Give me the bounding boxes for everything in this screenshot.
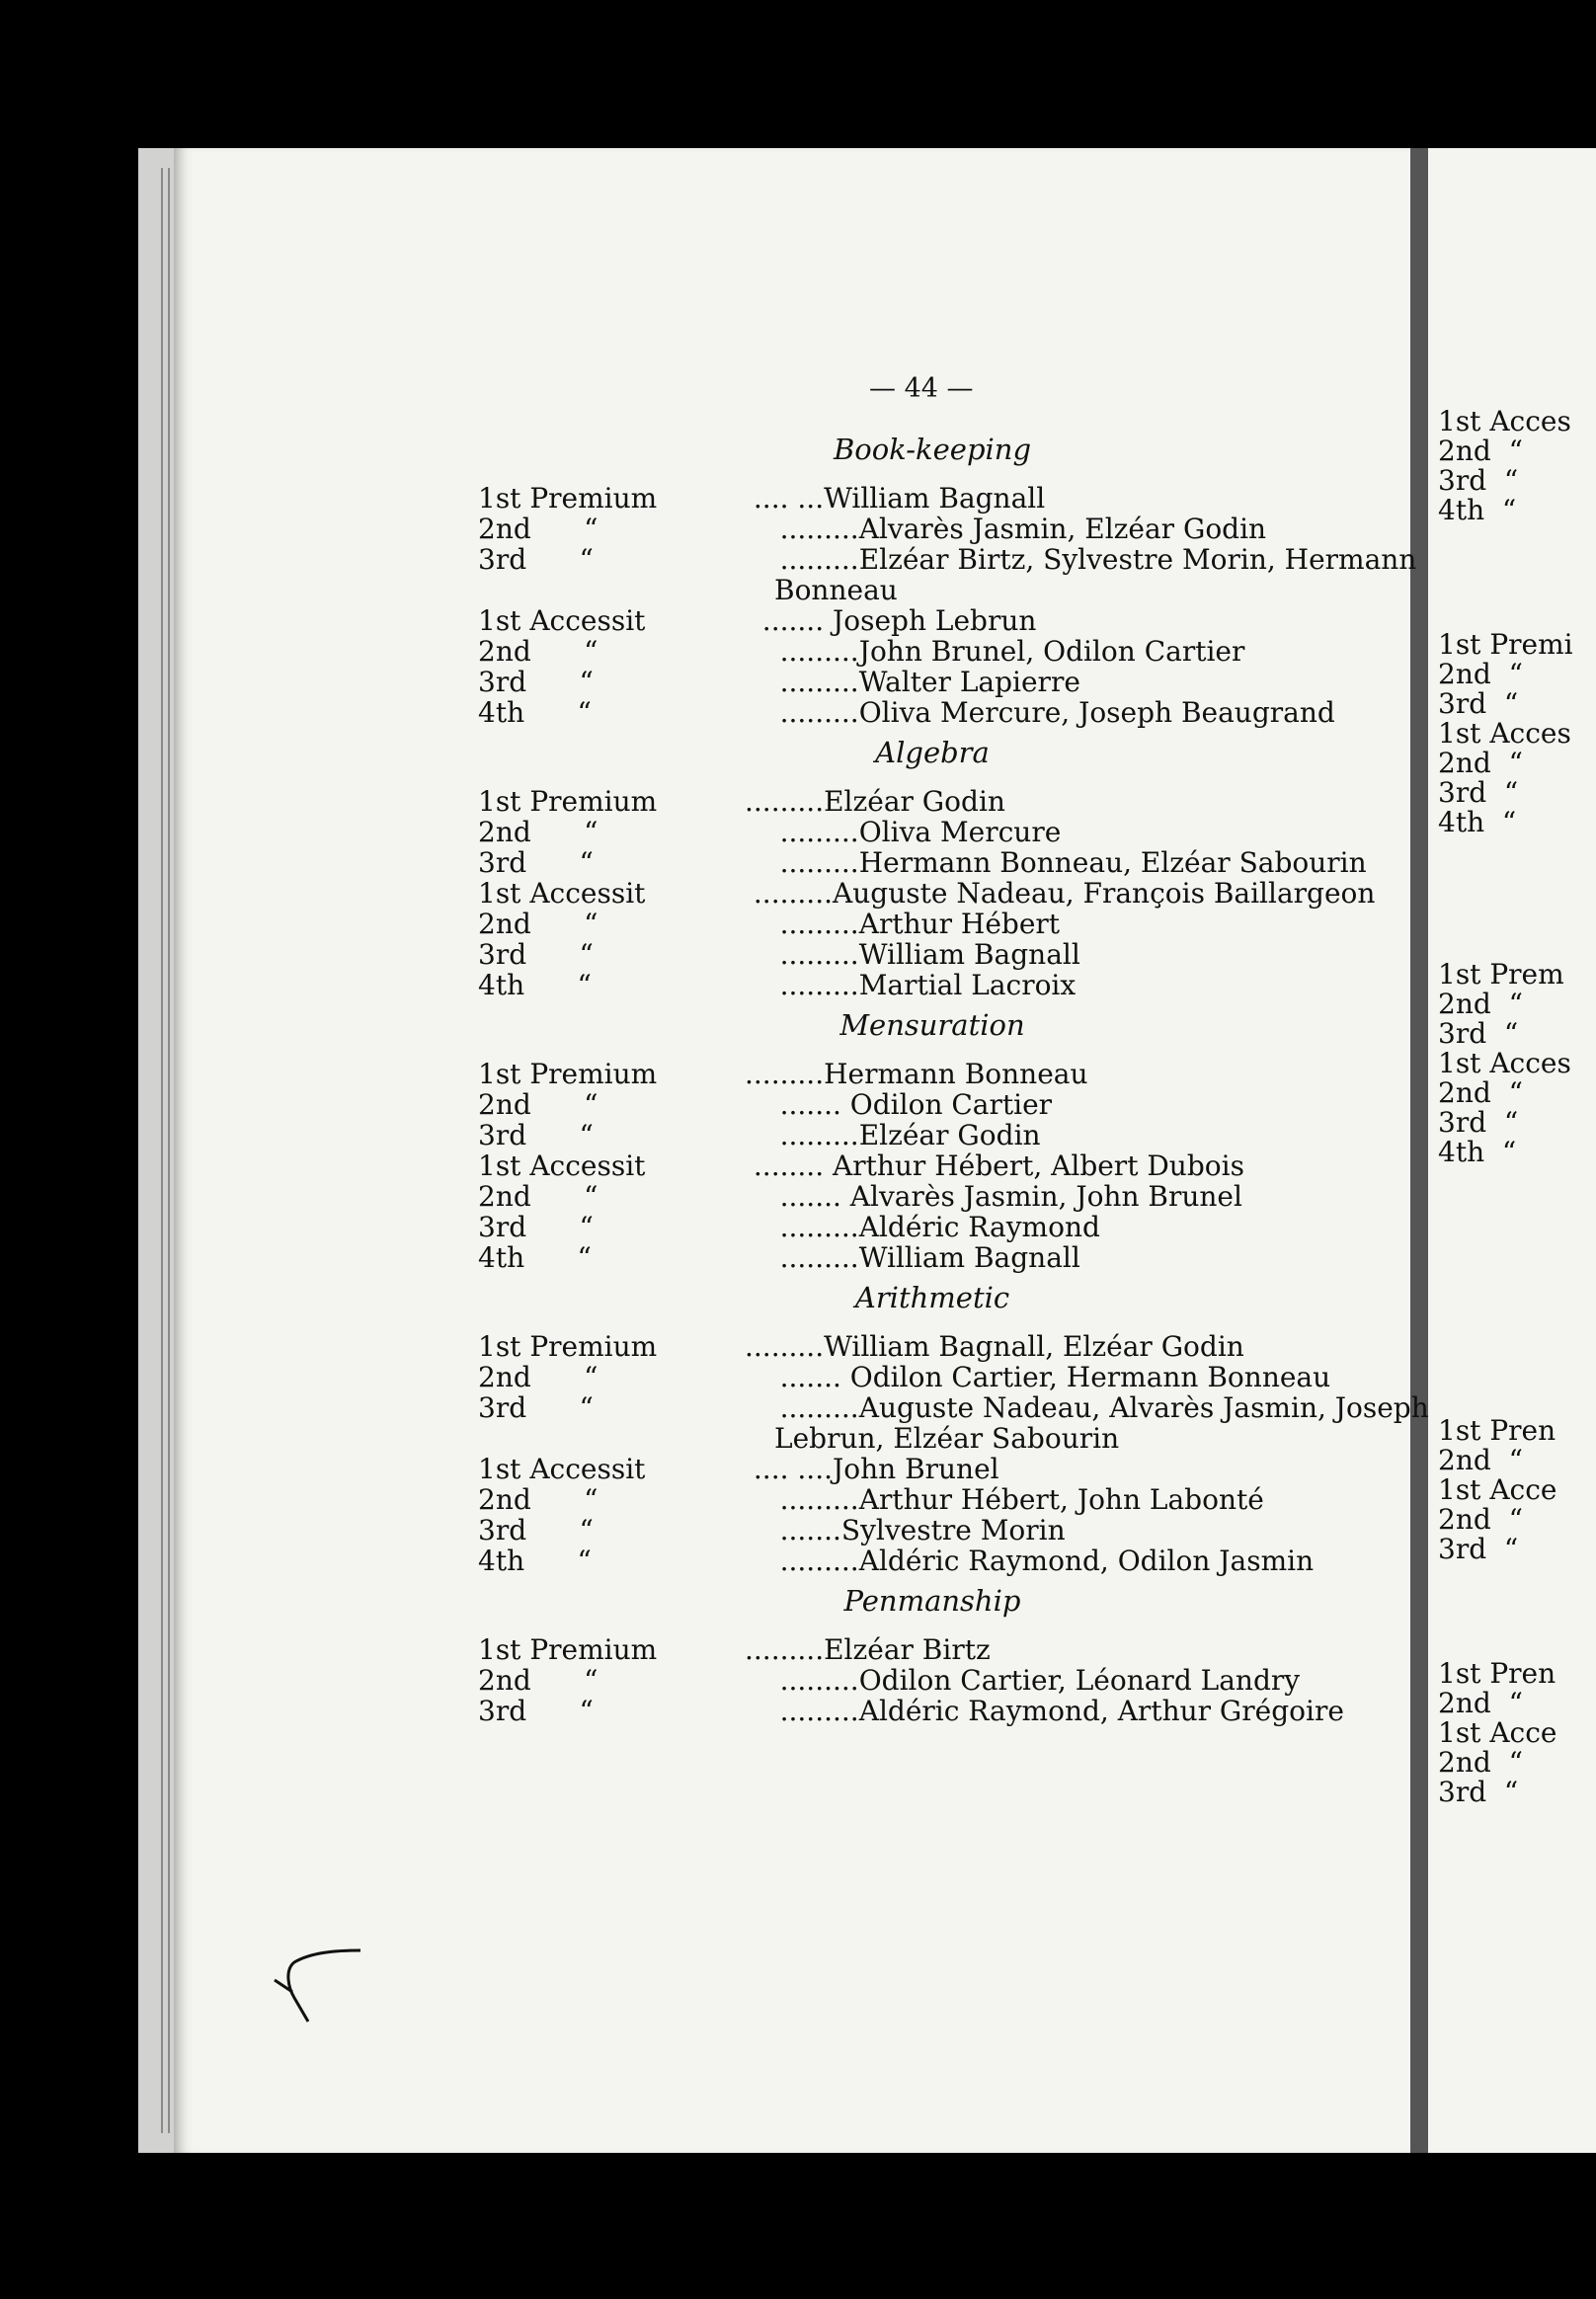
award-rank: 1st Premium bbox=[478, 1330, 658, 1363]
leader-dots: ......... bbox=[745, 846, 859, 879]
recipient-names: John Brunel, Odilon Cartier bbox=[858, 635, 1245, 668]
page-number: — 44 — bbox=[869, 373, 974, 404]
award-row bbox=[478, 939, 1347, 970]
leader-dots: ......... bbox=[745, 969, 859, 1001]
award-names bbox=[745, 1089, 1347, 1120]
award-names bbox=[745, 1484, 1347, 1515]
right-page-fragment: 3rd “ bbox=[1438, 776, 1519, 809]
leader-dots: ......... bbox=[745, 1211, 859, 1243]
award-names bbox=[745, 1392, 1429, 1423]
award-row bbox=[478, 1212, 1347, 1242]
page-edge-line bbox=[168, 168, 170, 2133]
award-names bbox=[745, 786, 1347, 817]
award-row bbox=[478, 1120, 1347, 1150]
award-names bbox=[745, 1120, 1347, 1150]
award-row bbox=[478, 667, 1347, 697]
award-names bbox=[745, 1059, 1347, 1089]
recipient-names: Joseph Lebrun bbox=[824, 604, 1037, 637]
award-rank: 3rd “ bbox=[478, 543, 594, 576]
leader-dots: ......... bbox=[745, 696, 859, 729]
award-rank: 1st Premium bbox=[478, 785, 658, 818]
right-page-fragment: 4th “ bbox=[1438, 494, 1517, 526]
award-rank: 2nd “ bbox=[478, 908, 598, 940]
award-row bbox=[478, 909, 1347, 939]
leader-dots: ......... bbox=[745, 543, 859, 576]
leader-dots: ......... bbox=[745, 1241, 859, 1274]
right-page-fragment: 3rd “ bbox=[1438, 687, 1519, 720]
right-page-fragment: 2nd “ bbox=[1438, 1444, 1523, 1476]
leader-dots: ......... bbox=[745, 785, 825, 818]
recipient-names: Elzéar Birtz bbox=[824, 1633, 991, 1666]
right-page-fragment: 3rd “ bbox=[1438, 1106, 1519, 1139]
award-rank: 2nd “ bbox=[478, 1361, 598, 1393]
right-page-fragment: 4th “ bbox=[1438, 1136, 1517, 1168]
recipient-names: Aldéric Raymond, Arthur Grégoire bbox=[858, 1695, 1344, 1727]
award-row bbox=[478, 817, 1347, 847]
award-row bbox=[478, 1089, 1347, 1120]
right-page-fragment: 3rd “ bbox=[1438, 464, 1519, 497]
right-page-fragment: 1st Acces bbox=[1438, 1047, 1571, 1079]
award-row bbox=[478, 1515, 1347, 1546]
right-page-fragment: 2nd “ bbox=[1438, 988, 1523, 1020]
award-row bbox=[478, 514, 1347, 544]
award-names bbox=[745, 817, 1347, 847]
award-row bbox=[478, 1546, 1347, 1576]
leader-dots: ......... bbox=[745, 513, 859, 545]
leader-dots: ........ bbox=[745, 1150, 825, 1182]
award-names bbox=[745, 939, 1347, 970]
award-names bbox=[745, 1696, 1347, 1726]
recipient-names: Arthur Hébert, John Labonté bbox=[858, 1483, 1264, 1516]
recipient-names: Alvarès Jasmin, John Brunel bbox=[840, 1180, 1242, 1213]
award-row-continuation bbox=[478, 575, 1347, 605]
right-page bbox=[1410, 148, 1596, 2153]
award-row bbox=[478, 1150, 1347, 1181]
award-rank: 3rd “ bbox=[478, 1695, 594, 1727]
award-rank: 1st Accessit bbox=[478, 604, 646, 637]
award-rank: 2nd “ bbox=[478, 635, 598, 668]
award-row bbox=[478, 1484, 1347, 1515]
award-rank: 3rd “ bbox=[478, 846, 594, 879]
leader-dots: ....... bbox=[745, 1180, 841, 1213]
award-rank: 4th “ bbox=[478, 1241, 592, 1274]
leader-dots: ....... bbox=[745, 1088, 841, 1121]
right-page-fragment: 4th “ bbox=[1438, 806, 1517, 838]
leader-dots: ....... bbox=[745, 604, 825, 637]
right-page-fragment: 2nd “ bbox=[1438, 658, 1523, 690]
recipient-names: Odilon Cartier, Léonard Landry bbox=[858, 1664, 1301, 1697]
recipient-names: Elzéar Godin bbox=[858, 1119, 1041, 1151]
pencil-mark-icon bbox=[267, 1941, 375, 2049]
leader-dots: ......... bbox=[745, 1695, 859, 1727]
award-rank: 1st Premium bbox=[478, 1058, 658, 1090]
right-page-fragment: 1st Acce bbox=[1438, 1716, 1557, 1749]
recipient-names: Martial Lacroix bbox=[858, 969, 1077, 1001]
right-page-fragment: 2nd “ bbox=[1438, 435, 1523, 467]
award-row bbox=[478, 877, 1376, 910]
award-rank: 2nd “ bbox=[478, 1483, 598, 1516]
leader-dots: ....... bbox=[745, 1514, 841, 1546]
recipient-names: Elzéar Godin bbox=[824, 785, 1005, 818]
award-names bbox=[745, 697, 1347, 728]
award-names bbox=[745, 636, 1347, 667]
award-names bbox=[745, 1362, 1347, 1392]
right-page-fragment: 1st Acce bbox=[1438, 1473, 1557, 1506]
recipient-names: Aldéric Raymond, Odilon Jasmin bbox=[858, 1545, 1315, 1577]
right-page-fragment: 1st Acces bbox=[1438, 717, 1571, 750]
award-row bbox=[478, 1696, 1347, 1726]
section-heading: Mensuration bbox=[839, 1008, 1025, 1042]
award-rank: 3rd “ bbox=[478, 666, 594, 698]
recipient-names-continued: Bonneau bbox=[774, 574, 898, 606]
award-row bbox=[478, 846, 1367, 879]
award-names bbox=[745, 1634, 1347, 1665]
leader-dots: ......... bbox=[745, 1545, 859, 1577]
award-names bbox=[745, 1546, 1347, 1576]
recipient-names: Walter Lapierre bbox=[858, 666, 1080, 698]
leader-dots: ......... bbox=[745, 1391, 859, 1424]
award-row bbox=[478, 786, 1347, 817]
recipient-names: Alvarès Jasmin, Elzéar Godin bbox=[858, 513, 1267, 545]
award-rank: 3rd “ bbox=[478, 938, 594, 971]
award-row bbox=[478, 1059, 1347, 1089]
leader-dots: .... .... bbox=[745, 1453, 834, 1485]
award-rank: 1st Premium bbox=[478, 482, 658, 515]
recipient-names: Hermann Bonneau bbox=[824, 1058, 1088, 1090]
award-names bbox=[745, 970, 1347, 1000]
recipient-names: John Brunel bbox=[833, 1453, 999, 1485]
award-names bbox=[745, 667, 1347, 697]
award-rank: 1st Accessit bbox=[478, 1150, 646, 1182]
recipient-names: William Bagnall bbox=[858, 938, 1080, 971]
right-page-fragment: 1st Pren bbox=[1438, 1657, 1556, 1690]
recipient-names: Odilon Cartier bbox=[840, 1088, 1053, 1121]
page-edge-line bbox=[161, 168, 163, 2133]
award-rank: 2nd “ bbox=[478, 513, 598, 545]
section-heading: Penmanship bbox=[843, 1584, 1021, 1618]
award-rank: 2nd “ bbox=[478, 1180, 598, 1213]
recipient-names: Elzéar Birtz, Sylvestre Morin, Hermann bbox=[858, 543, 1417, 576]
recipient-names: William Bagnall, Elzéar Godin bbox=[824, 1330, 1244, 1363]
award-rank: 3rd “ bbox=[478, 1211, 594, 1243]
right-page-fragment: 1st Acces bbox=[1438, 405, 1571, 437]
right-page-fragment: 3rd “ bbox=[1438, 1533, 1519, 1565]
recipient-names: Hermann Bonneau, Elzéar Sabourin bbox=[858, 846, 1367, 879]
award-names bbox=[745, 483, 1347, 514]
leader-dots: ......... bbox=[745, 635, 859, 668]
award-row bbox=[478, 1362, 1347, 1392]
award-names bbox=[745, 847, 1367, 878]
award-names bbox=[745, 1212, 1347, 1242]
section-heading: Book-keeping bbox=[833, 433, 1032, 466]
right-page-fragment: 3rd “ bbox=[1438, 1017, 1519, 1050]
recipient-names-continued: Lebrun, Elzéar Sabourin bbox=[774, 1422, 1120, 1455]
right-page-fragment: 3rd “ bbox=[1438, 1776, 1519, 1808]
award-names bbox=[745, 1331, 1347, 1362]
recipient-names: William Bagnall bbox=[824, 482, 1046, 515]
leader-dots: ....... bbox=[745, 1361, 841, 1393]
leader-dots: ......... bbox=[745, 877, 834, 910]
leader-dots: ......... bbox=[745, 1664, 859, 1697]
right-page-fragment: 2nd “ bbox=[1438, 1746, 1523, 1779]
award-rank: 3rd “ bbox=[478, 1514, 594, 1546]
award-row bbox=[478, 1242, 1347, 1273]
award-row bbox=[478, 697, 1347, 728]
award-row bbox=[478, 543, 1417, 576]
award-row bbox=[478, 483, 1347, 514]
leader-dots: ......... bbox=[745, 1633, 825, 1666]
recipient-names: William Bagnall bbox=[858, 1241, 1080, 1274]
award-names bbox=[745, 1454, 1347, 1484]
recipient-names: Aldéric Raymond bbox=[858, 1211, 1100, 1243]
recipient-names: Odilon Cartier, Hermann Bonneau bbox=[840, 1361, 1331, 1393]
leader-dots: ......... bbox=[745, 1119, 859, 1151]
recipient-names: Oliva Mercure bbox=[858, 816, 1062, 848]
award-names bbox=[745, 1242, 1347, 1273]
right-page-fragment: 1st Premi bbox=[1438, 628, 1573, 661]
award-names bbox=[745, 514, 1347, 544]
leader-dots: ......... bbox=[745, 666, 859, 698]
award-row bbox=[478, 1331, 1347, 1362]
award-row bbox=[478, 970, 1347, 1000]
leader-dots: ......... bbox=[745, 1330, 825, 1363]
award-names bbox=[745, 605, 1347, 636]
right-page-fragment: 2nd “ bbox=[1438, 1503, 1523, 1536]
award-rank: 2nd “ bbox=[478, 1088, 598, 1121]
award-rank: 2nd “ bbox=[478, 816, 598, 848]
award-rank: 4th “ bbox=[478, 696, 592, 729]
recipient-names: Auguste Nadeau, Alvarès Jasmin, Joseph bbox=[858, 1391, 1429, 1424]
award-rank: 3rd “ bbox=[478, 1119, 594, 1151]
award-row bbox=[478, 1634, 1347, 1665]
award-rank: 1st Accessit bbox=[478, 1453, 646, 1485]
recipient-names: Arthur Hébert bbox=[858, 908, 1061, 940]
recipient-names: Sylvestre Morin bbox=[840, 1514, 1066, 1546]
recipient-names: Arthur Hébert, Albert Dubois bbox=[824, 1150, 1244, 1182]
award-row bbox=[478, 636, 1347, 667]
award-rank: 2nd “ bbox=[478, 1664, 598, 1697]
leader-dots: ......... bbox=[745, 1483, 859, 1516]
award-names bbox=[745, 878, 1375, 909]
section-heading: Algebra bbox=[875, 736, 990, 769]
right-page-fragment: 1st Prem bbox=[1438, 958, 1564, 991]
section-heading: Arithmetic bbox=[854, 1281, 1010, 1314]
award-rank: 1st Accessit bbox=[478, 877, 646, 910]
award-row bbox=[478, 605, 1347, 636]
right-page-fragment: 1st Pren bbox=[1438, 1414, 1556, 1447]
right-page-fragment: 2nd “ bbox=[1438, 747, 1523, 779]
leader-dots: ......... bbox=[745, 908, 859, 940]
award-names bbox=[745, 1515, 1347, 1546]
leader-dots: ......... bbox=[745, 816, 859, 848]
recipient-names: Oliva Mercure, Joseph Beaugrand bbox=[858, 696, 1335, 729]
award-rank: 1st Premium bbox=[478, 1633, 658, 1666]
recipient-names: Auguste Nadeau, François Baillargeon bbox=[833, 877, 1376, 910]
leader-dots: ......... bbox=[745, 1058, 825, 1090]
award-names bbox=[745, 1150, 1347, 1181]
award-rank: 4th “ bbox=[478, 969, 592, 1001]
award-names bbox=[745, 1181, 1347, 1212]
award-names bbox=[745, 909, 1347, 939]
right-page-fragment: 2nd “ bbox=[1438, 1687, 1523, 1719]
award-row bbox=[478, 1454, 1347, 1484]
award-names bbox=[745, 1665, 1347, 1696]
right-page-fragment: 2nd “ bbox=[1438, 1076, 1523, 1109]
document-body bbox=[478, 425, 1429, 1727]
award-rank: 3rd “ bbox=[478, 1391, 594, 1424]
award-row bbox=[478, 1181, 1347, 1212]
award-rank: 4th “ bbox=[478, 1545, 592, 1577]
leader-dots: .... ... bbox=[745, 482, 825, 515]
award-names bbox=[745, 544, 1416, 575]
award-row bbox=[478, 1665, 1347, 1696]
award-row bbox=[478, 1391, 1429, 1424]
award-row-continuation bbox=[478, 1423, 1347, 1454]
leader-dots: ......... bbox=[745, 938, 859, 971]
